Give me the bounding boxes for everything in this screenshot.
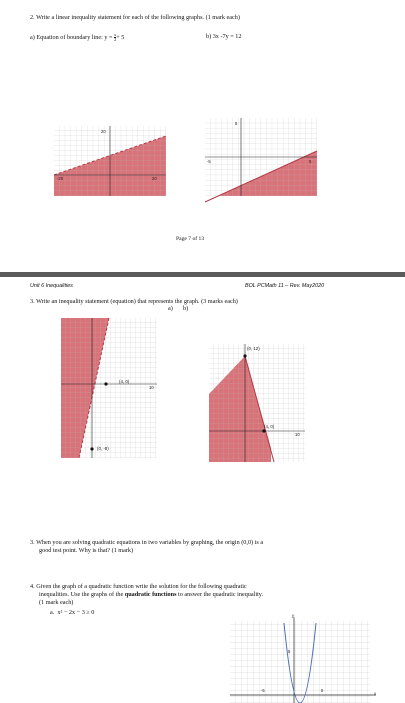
question-2a-eq-rhs: + 5: [116, 33, 125, 41]
point-4-0: [104, 382, 107, 385]
x-tick-right-label: 5: [309, 159, 312, 164]
point-label-b1: (0, 12): [247, 346, 260, 351]
y-tick-label: 5: [235, 121, 238, 126]
course-header: BOL PCMath 11 – Rev. May2020: [245, 283, 325, 289]
page-footer: Page 7 of 13: [176, 236, 205, 242]
graph-3a: [61, 318, 157, 458]
graph-2b: [205, 118, 317, 196]
question-4-line-2a: inequalities. Use the graphs of the: [39, 591, 125, 598]
fraction-numerator: x: [114, 32, 117, 37]
question-4-bold-phrase: quadratic functions: [124, 591, 177, 598]
tick-label: 10: [295, 432, 300, 437]
question-2a-label: [30, 33, 124, 42]
question-4-line-2: [39, 591, 263, 598]
worksheet-page-7: [0, 0, 405, 272]
question-3b-label: b): [183, 305, 189, 312]
worksheet-page-8: [0, 277, 405, 700]
y-axis-label: y: [292, 613, 295, 618]
x-tick-right-label: 20: [152, 176, 157, 181]
x-axis-label: x: [374, 691, 377, 696]
graph-4a: [230, 613, 380, 703]
point-0-12: [243, 354, 246, 357]
point-4-0: [262, 429, 265, 432]
question-4-line-3: (1 mark each): [39, 599, 74, 606]
point-label-a2: (0, -8): [97, 446, 109, 451]
question-4a-label: a.: [50, 609, 55, 616]
point-label-a1: (4, 0): [119, 379, 130, 384]
x-tick-right-label: 5: [321, 688, 324, 693]
question-2b-label: b) 3x -7y = 12: [206, 33, 242, 40]
question-3-text: 3. Write an inequality statement (equation) that represents the graph. (3 marks each): [30, 298, 238, 305]
unit-header: Unit 6 Inequalities: [30, 283, 73, 289]
question-2-text: 2. Write a linear inequality statement for each of the following graphs. (1 mark each): [30, 14, 240, 21]
fraction-denominator: 2: [114, 37, 117, 42]
question-4-line-1: 4. Given the graph of a quadratic function write the solution for the following quadratic: [30, 583, 247, 590]
point-label-b2: (4, 0): [264, 424, 275, 429]
question-3a-label: a): [168, 305, 173, 312]
question-3-followup-line-1: 3. When you are solving quadratic equations in two variables by graphing, the origin (0,0) is a: [30, 539, 264, 546]
graph-3b: [209, 344, 305, 462]
tick-label: 10: [149, 385, 154, 390]
question-3-followup-line-2: good test point. Why is that? (1 mark): [39, 547, 134, 554]
question-2a-eq-lhs: y =: [104, 33, 115, 41]
x-tick-left-label: -5: [261, 688, 265, 693]
graph-2a: [54, 126, 166, 196]
point-0-neg8: [90, 447, 93, 450]
question-4a-expression: x² − 2x − 3 ≥ 0: [57, 609, 95, 616]
y-tick-label: 5: [288, 649, 291, 654]
y-tick-label: 20: [101, 129, 106, 134]
question-4a: [50, 609, 94, 616]
x-tick-left-label: -20: [57, 176, 64, 181]
question-4-line-2c: to answer the quadratic inequality.: [176, 591, 264, 598]
x-tick-left-label: -5: [207, 159, 211, 164]
question-2a-prefix: a) Equation of boundary line:: [30, 33, 105, 41]
